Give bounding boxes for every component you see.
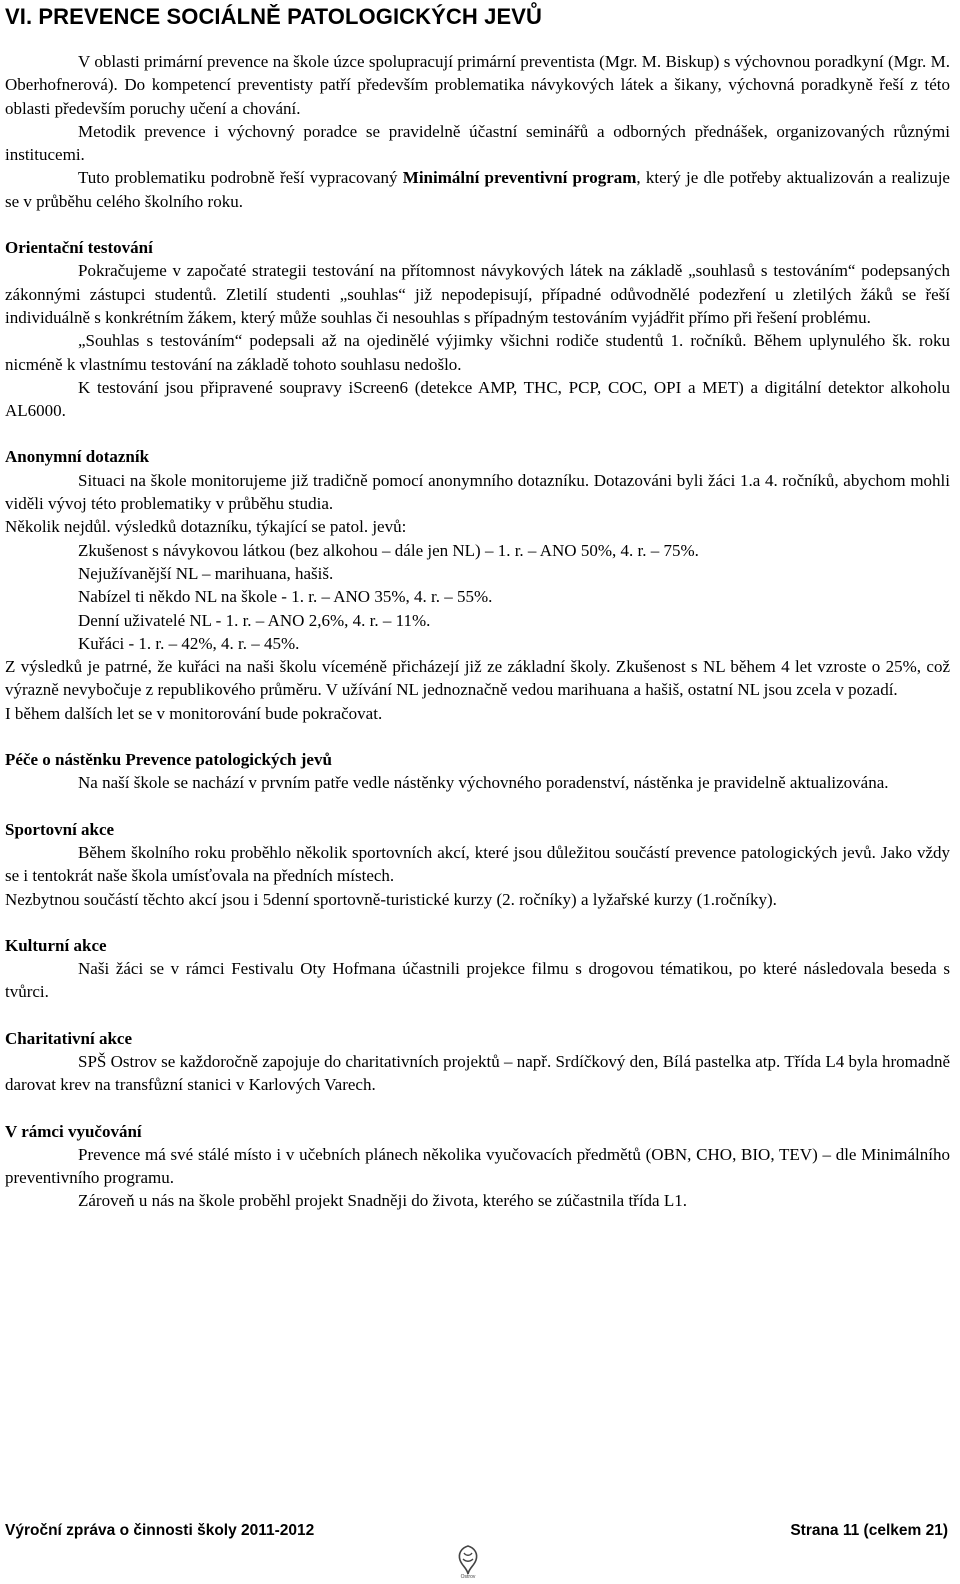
intro-p3-before: Tuto problematiku podrobně řeší vypracovaný	[78, 168, 403, 188]
school-logo-icon	[453, 1544, 483, 1579]
nastenka-section	[5, 748, 950, 795]
orientacni-paragraph-1: Pokračujeme v započaté strategii testování na přítomnost návykových látek na základě „souhlasů s testováním“ podepsaných zákonnými zástupci studentů. Zletilí studenti „souhlas“ již nepodepisují, případné odůvodnělé podezření u zletilých žáků se řeší individuálně s konkrétním žákem, který může souhlas či nesouhlas s případným testováním vyjádřit přímo při řešení problému.	[5, 261, 950, 327]
anonymni-paragraph-4: I během dalších let se v monitorování bude pokračovat.	[5, 703, 383, 723]
kulturni-section	[5, 934, 950, 1004]
anonymni-paragraph-1: Situaci na škole monitorujeme již tradičně pomocí anonymního dotazníku. Dotazováni byli žáci 1.a 4. ročníků, abychom mohli viděli vývoj této problematiky v průběhu studia.	[5, 470, 950, 514]
nastenka-paragraph-1: Na naší škole se nachází v prvním patře vedle nástěnky výchovného poradenství, nástěnka je pravidelně aktualizována.	[78, 773, 889, 793]
result-item: Zkušenost s návykovou látkou (bez alkohou – dále jen NL) – 1. r. – ANO 50%, 4. r. – 75%.	[78, 540, 699, 560]
result-item: Nejužívanější NL – marihuana, hašiš.	[78, 563, 334, 583]
charitativni-section	[5, 1027, 950, 1097]
vyuka-heading: V rámci vyučování	[5, 1121, 142, 1141]
charitativni-heading: Charitativní akce	[5, 1028, 133, 1048]
intro-p3-after: , který je dle potřeby aktualizován a realizuje se v průběhu celého školního roku.	[5, 168, 950, 211]
result-item: Nabízel ti někdo NL na škole - 1. r. – ANO 35%, 4. r. – 55%.	[78, 587, 493, 607]
orientacni-section	[5, 236, 950, 422]
intro-paragraph-1: V oblasti primární prevence na škole úzce spolupracují primární preventista (Mgr. M. Biskup) s výchovnou poradkyní (Mgr. M. Oberhofnerová). Do kompetencí preventisty patří především problematika návykových látek a šikany, výchovná poradkyně řeší z této oblasti především poruchy učení a chování.	[5, 52, 950, 118]
footer-page-number: Strana 11 (celkem 21)	[790, 1522, 948, 1539]
anonymni-section	[5, 445, 950, 725]
section-title: VI. PREVENCE SOCIÁLNĚ PATOLOGICKÝCH JEVŮ	[5, 4, 542, 29]
orientacni-paragraph-2: „Souhlas s testováním“ podepsali až na ojedinělé výjimky všichni rodiče studentů 1. ročníků. Během uplynulého šk. roku nicméně k vlastnímu testování na základě tohoto souhlasu nedošlo.	[5, 331, 950, 374]
sportovni-section	[5, 818, 950, 911]
anonymni-paragraph-2: Několik nejdůl. výsledků dotazníku, týkající se patol. jevů:	[5, 517, 407, 537]
document-page	[5, 0, 950, 1213]
kulturni-paragraph-1: Naši žáci se v rámci Festivalu Oty Hofmana účastnili projekce filmu s drogovou tématikou, po které následovala beseda s tvůrci.	[5, 959, 950, 1002]
anonymni-heading: Anonymní dotazník	[5, 447, 150, 467]
nastenka-heading: Péče o nástěnku Prevence patologických jevů	[5, 750, 332, 770]
sportovni-paragraph-1: Během školního roku proběhlo několik sportovních akcí, které jsou důležitou součástí prevence patologických jevů. Jako vždy se i tentokrát naše škola umísťovala na předních místech.	[5, 842, 950, 886]
intro-section	[5, 50, 950, 213]
intro-paragraph-2: Metodik prevence i výchovný poradce se pravidelně účastní seminářů a odborných přednášek, organizovaných různými institucemi.	[5, 121, 950, 165]
program-name: Minimální preventivní program	[402, 168, 637, 188]
anonymni-paragraph-3: Z výsledků je patrné, že kuřáci na naši školu víceméně přicházejí již ze základní školy. Zkušenost s NL během 4 let vzroste o 25%, což výrazně nevybočuje z republikového průměru. V užívání NL jednoznačně vedou marihuana a hašiš, ostatní NL jsou zcela v pozadí.	[5, 657, 950, 700]
sportovni-paragraph-2: Nezbytnou součástí těchto akcí jsou i 5denní sportovně-turistické kurzy (2. ročníky) a lyžařské kurzy (1.ročníky).	[5, 889, 777, 909]
kulturni-heading: Kulturní akce	[5, 935, 107, 955]
vyuka-paragraph-1: Prevence má své stálé místo i v učebních plánech několika vyučovacích předmětů (OBN, CHO, BIO, TEV) – dle Minimálního preventivního programu.	[5, 1144, 950, 1188]
result-item: Denní uživatelé NL - 1. r. – ANO 2,6%, 4. r. – 11%.	[78, 610, 431, 630]
vyuka-paragraph-2: Zároveň u nás na škole proběhl projekt Snadněji do života, kterého se zúčastnila třída L1.	[78, 1191, 687, 1211]
orientacni-paragraph-3: K testování jsou připravené soupravy iScreen6 (detekce AMP, THC, PCP, COC, OPI a MET) a digitální detektor alkoholu AL6000.	[5, 377, 950, 421]
logo-text: Ostrov	[460, 1574, 476, 1579]
footer-report-title: Výroční zpráva o činnosti školy 2011-2012	[5, 1522, 315, 1539]
orientacni-heading: Orientační testování	[5, 238, 153, 258]
intro-paragraph-3	[5, 166, 950, 213]
sportovni-heading: Sportovní akce	[5, 819, 115, 839]
vyuka-section	[5, 1120, 950, 1213]
result-item: Kuřáci - 1. r. – 42%, 4. r. – 45%.	[78, 633, 300, 653]
charitativni-paragraph-1: SPŠ Ostrov se každoročně zapojuje do charitativních projektů – např. Srdíčkový den, Bílá pastelka atp. Třída L4 byla hromadně darovat krev na transfůzní stanici v Karlových Varech.	[5, 1051, 950, 1095]
